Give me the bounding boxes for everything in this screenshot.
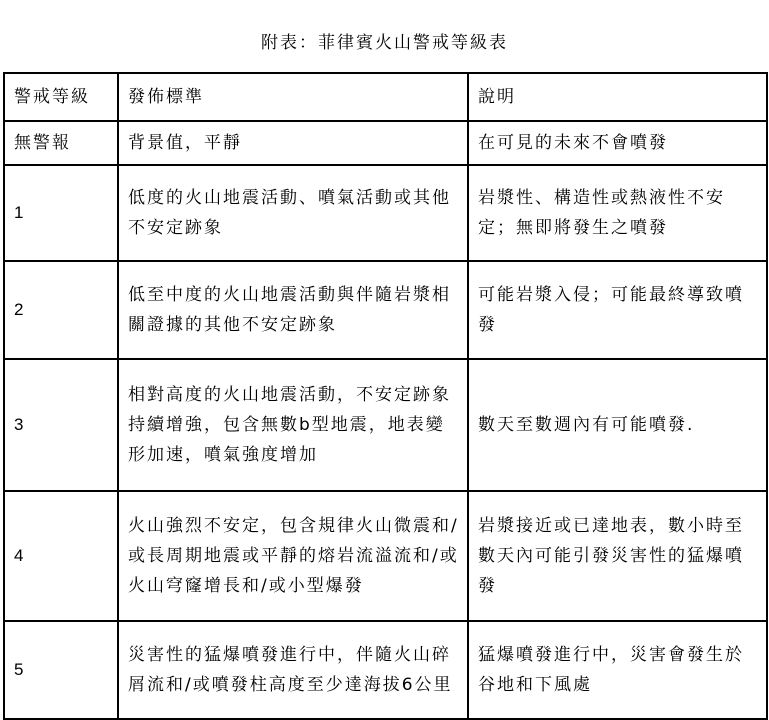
table-row	[4, 491, 767, 621]
criteria-cell: 低度的火山地震活動、噴氣活動或其他不安定跡象	[118, 165, 468, 261]
description-cell: 猛爆噴發進行中，災害會發生於谷地和下風處	[468, 621, 767, 719]
alert-level-cell: 5	[4, 621, 118, 719]
table-title: 附表：菲律賓火山警戒等級表	[261, 33, 508, 53]
alert-level-cell: 無警報	[4, 121, 118, 165]
criteria-cell: 火山強烈不安定，包含規律火山微震和/或長周期地震或平靜的熔岩流溢流和/或火山穹窿增長和/或小型爆發	[118, 491, 468, 621]
criteria-cell: 低至中度的火山地震活動與伴隨岩漿相關證據的其他不安定跡象	[118, 261, 468, 359]
alert-level-cell: 4	[4, 491, 118, 621]
alert-level-cell: 3	[4, 359, 118, 491]
table-row	[4, 359, 767, 491]
table-row	[4, 121, 767, 165]
table-header-row	[4, 73, 767, 121]
description-cell: 數天至數週內有可能噴發.	[468, 359, 767, 491]
table-row	[4, 261, 767, 359]
criteria-cell: 災害性的猛爆噴發進行中，伴隨火山碎屑流和/或噴發柱高度至少達海拔6公里	[118, 621, 468, 719]
description-cell: 可能岩漿入侵；可能最終導致噴發	[468, 261, 767, 359]
header-criteria: 發佈標準	[118, 73, 468, 121]
table-row	[4, 165, 767, 261]
criteria-cell: 背景值，平靜	[118, 121, 468, 165]
header-description: 說明	[468, 73, 767, 121]
criteria-cell: 相對高度的火山地震活動，不安定跡象持續增強，包含無數b型地震，地表變形加速，噴氣強度增加	[118, 359, 468, 491]
description-cell: 岩漿接近或已達地表，數小時至數天內可能引發災害性的猛爆噴發	[468, 491, 767, 621]
alert-level-cell: 1	[4, 165, 118, 261]
volcano-alert-table	[3, 72, 768, 720]
description-cell: 岩漿性、構造性或熱液性不安定；無即將發生之噴發	[468, 165, 767, 261]
alert-level-cell: 2	[4, 261, 118, 359]
table-row	[4, 621, 767, 719]
header-alert-level: 警戒等級	[4, 73, 118, 121]
description-cell: 在可見的未來不會噴發	[468, 121, 767, 165]
